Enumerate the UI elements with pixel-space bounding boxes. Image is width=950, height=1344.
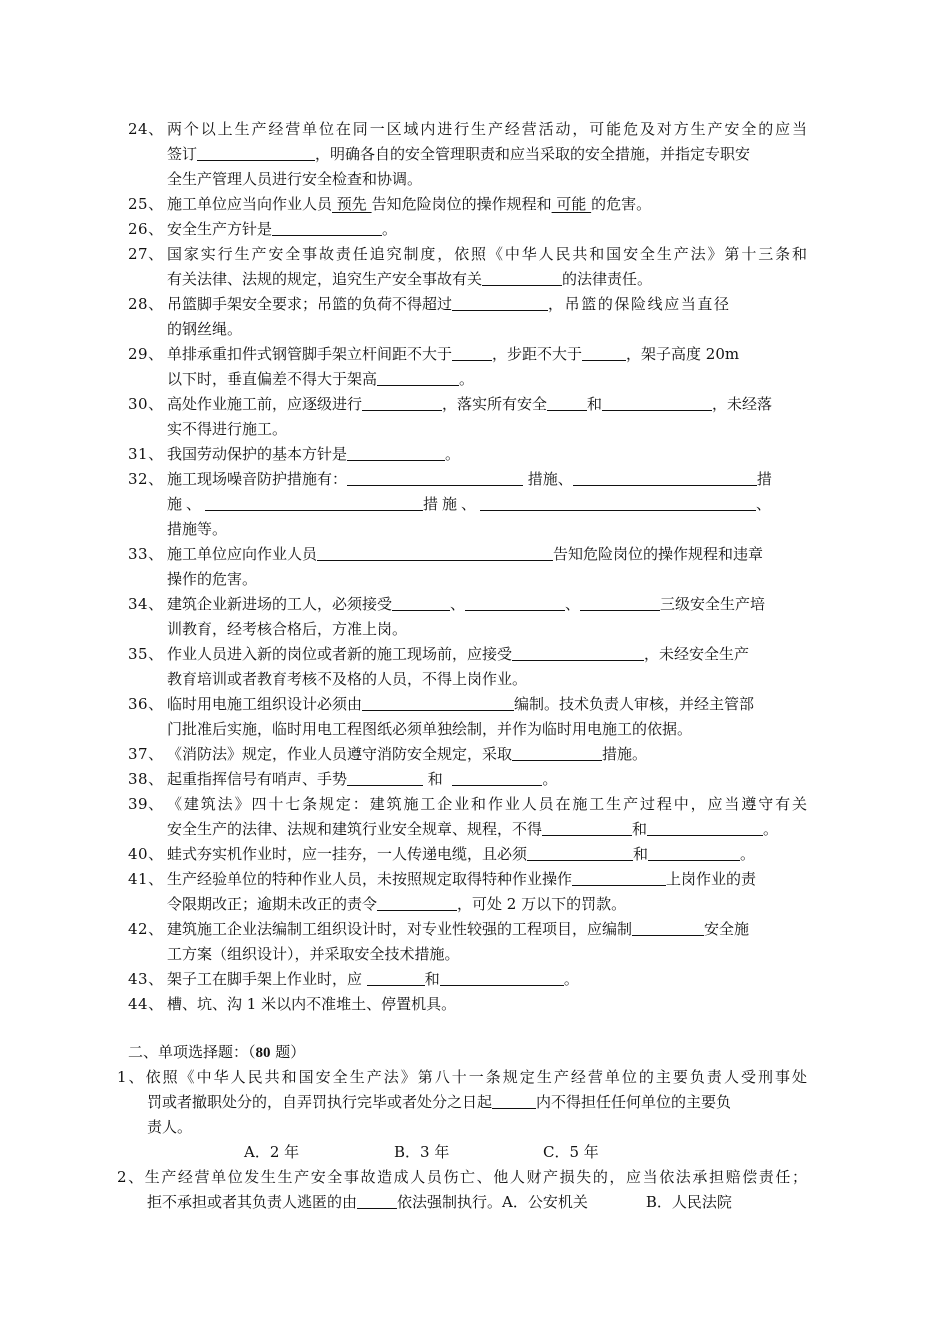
question-number: 38、 [128,770,164,788]
question-text-line: 全生产管理人员进行安全检查和协调。 [167,170,423,188]
question-text-line: 教育培训或者教育考核不及格的人员，不得上岗作业。 [167,670,528,688]
question-text-line: 工方案（组织设计），并采取安全技术措施。 [167,945,460,963]
answer-blank[interactable] [572,869,666,886]
question-text-line: 令限期改正；逾期未改正的责令 ，可处 2 万以下的罚款。 [167,895,627,913]
question-text-line: 操作的危害。 [167,570,258,588]
question-text-line: 槽、坑、沟 1 米以内不准堆土、停置机具。 [167,995,457,1013]
filled-answer: 预先 [332,195,372,213]
answer-blank[interactable] [377,894,457,911]
question-text-line: 起重指挥信号有哨声、手势 和 。 [167,770,558,788]
question-number: 37、 [128,745,164,763]
answer-blank[interactable] [482,269,562,286]
question-text-line: 实不得进行施工。 [167,420,288,438]
answer-blank[interactable] [205,494,423,511]
question-number: 28、 [128,295,164,313]
answer-blank[interactable] [480,494,756,511]
answer-blank[interactable] [367,969,425,986]
question-text-line: 临时用电施工组织设计必须由 编制。技术负责人审核，并经主管部 [167,695,755,713]
question-text-line: 以下时，垂直偏差不得大于架高 。 [167,370,475,388]
question-text-line: 施工现场噪音防护措施有： 措施、 措 [167,470,772,488]
answer-blank[interactable] [602,394,712,411]
question-text-line: 责人。 [147,1118,193,1136]
answer-blank[interactable] [465,594,565,611]
answer-blank[interactable] [582,344,626,361]
filled-answer: 可能 [551,195,592,213]
question-number: 29、 [128,345,164,363]
answer-blank[interactable] [512,744,602,761]
answer-blank[interactable] [272,219,382,236]
question-number: 32、 [128,470,164,488]
question-text-line: 作业人员进入新的岗位或者新的施工现场前，应接受 ，未经安全生产 [167,645,750,663]
question-text-line: 两个以上生产经营单位在同一区域内进行生产经营活动，可能危及对方生产安全的应当 [167,120,807,138]
answer-blank[interactable] [573,469,757,486]
question-text-line: 措施等。 [167,520,228,538]
answer-blank[interactable] [580,594,660,611]
answer-blank[interactable] [647,819,763,836]
question-number: 26、 [128,220,164,238]
answer-blank[interactable] [492,1092,536,1109]
question-text-line: 施工单位应向作业人员 告知危险岗位的操作规程和违章 [167,545,764,563]
answer-blank[interactable] [542,819,632,836]
question-number: 36、 [128,695,164,713]
question-text-line: 我国劳动保护的基本方针是 。 [167,445,461,463]
answer-blank[interactable] [317,544,553,561]
question-text-line: 施、 措施、 、 [167,495,772,513]
answer-blank[interactable] [347,469,523,486]
question-text-line: 生产经验单位的特种作业人员，未按照规定取得特种作业操作 上岗作业的责 [167,870,757,888]
question-text-line: 1、依照《中华人民共和国安全生产法》第八十一条规定生产经营单位的主要负责人受刑事处 [117,1068,807,1086]
answer-blank[interactable] [512,644,644,661]
question-number: 24、 [128,120,164,138]
question-text-line: 拒不承担或者其负责人逃匿的由 依法强制执行。A．公安机关 B．人民法院 [147,1193,732,1211]
answer-blank[interactable] [547,394,587,411]
question-text-line: 签订 ，明确各自的安全管理职责和应当采取的安全措施，并指定专职安 [167,145,751,163]
question-text-line: 单排承重扣件式钢管脚手架立杆间距不大于 ，步距不大于 ，架子高度 20m [167,345,740,363]
question-text-line: 安全生产的法律、法规和建筑行业安全规章、规程，不得 和 。 [167,820,779,838]
question-text-line: 《建筑法》四十七条规定：建筑施工企业和作业人员在施工生产过程中，应当遵守有关 [167,795,807,813]
question-text-line: 《消防法》规定，作业人员遵守消防安全规定，采取 措施。 [167,745,648,763]
question-text-line: 蛙式夯实机作业时，应一挂夯，一人传递电缆，且必须 和 。 [167,845,756,863]
answer-blank[interactable] [527,844,633,861]
question-text-line: 施工单位应当向作业人员 预先 告知危险岗位的操作规程和 可能 的危害。 [167,195,652,213]
question-number: 44、 [128,995,164,1013]
answer-blank[interactable] [362,394,442,411]
question-number: 42、 [128,920,164,938]
question-number: 30、 [128,395,164,413]
question-number: 43、 [128,970,164,988]
question-text-line: 有关法律、法规的规定，追究生产安全事故有关 的法律责任。 [167,270,653,288]
question-number: 41、 [128,870,164,888]
question-text-line: 门批准后实施，临时用电工程图纸必须单独绘制，并作为临时用电施工的依据。 [167,720,693,738]
answer-blank[interactable] [452,294,548,311]
question-number: 31、 [128,445,164,463]
question-number: 25、 [128,195,164,213]
option-a[interactable]: A．2 年 [244,1143,300,1161]
question-text-line: 国家实行生产安全事故责任追究制度，依照《中华人民共和国安全生产法》第十三条和 [167,245,807,263]
question-text-line: 训教育，经考核合格后，方准上岗。 [167,620,408,638]
answer-blank[interactable] [452,769,542,786]
answer-blank[interactable] [362,694,514,711]
answer-blank[interactable] [632,919,704,936]
question-text-line: 的钢丝绳。 [167,320,243,338]
answer-blank[interactable] [347,444,445,461]
question-number: 27、 [128,245,164,263]
question-text-line: 架子工在脚手架上作业时，应 和 。 [167,970,579,988]
question-text-line: 罚或者撤职处分的，自弄罚执行完毕或者处分之日起 内不得担任任何单位的主要负 [147,1093,732,1111]
question-number: 35、 [128,645,164,663]
answer-blank[interactable] [440,969,564,986]
question-text-line: 建筑企业新进场的工人，必须接受 、 、 三级安全生产培 [167,595,766,613]
question-text-line: 安全生产方针是 。 [167,220,398,238]
section-heading: 二、单项选择题：（80 题） [128,1043,306,1061]
question-text-line: 2、生产经营单位发生生产安全事故造成人员伤亡、他人财产损失的，应当依法承担赔偿责任； [117,1168,807,1186]
question-text-line: 吊篮脚手架安全要求；吊篮的负荷不得超过 ，吊篮的保险线应当直径 [167,295,731,313]
question-number: 39、 [128,795,164,813]
answer-blank[interactable] [347,769,423,786]
question-text-line: 高处作业施工前，应逐级进行 ，落实所有安全 和 ，未经落 [167,395,773,413]
answer-blank[interactable] [197,144,315,161]
answer-blank[interactable] [452,344,492,361]
question-number: 34、 [128,595,164,613]
answer-blank[interactable] [648,844,740,861]
answer-blank[interactable] [377,369,459,386]
option-b[interactable]: B．3 年 [394,1143,450,1161]
answer-blank[interactable] [357,1192,397,1209]
question-text-line: 建筑施工企业法编制工组织设计时，对专业性较强的工程项目，应编制 安全施 [167,920,750,938]
option-c[interactable]: C．5 年 [543,1143,599,1161]
question-number: 40、 [128,845,164,863]
answer-blank[interactable] [392,594,450,611]
question-number: 33、 [128,545,164,563]
